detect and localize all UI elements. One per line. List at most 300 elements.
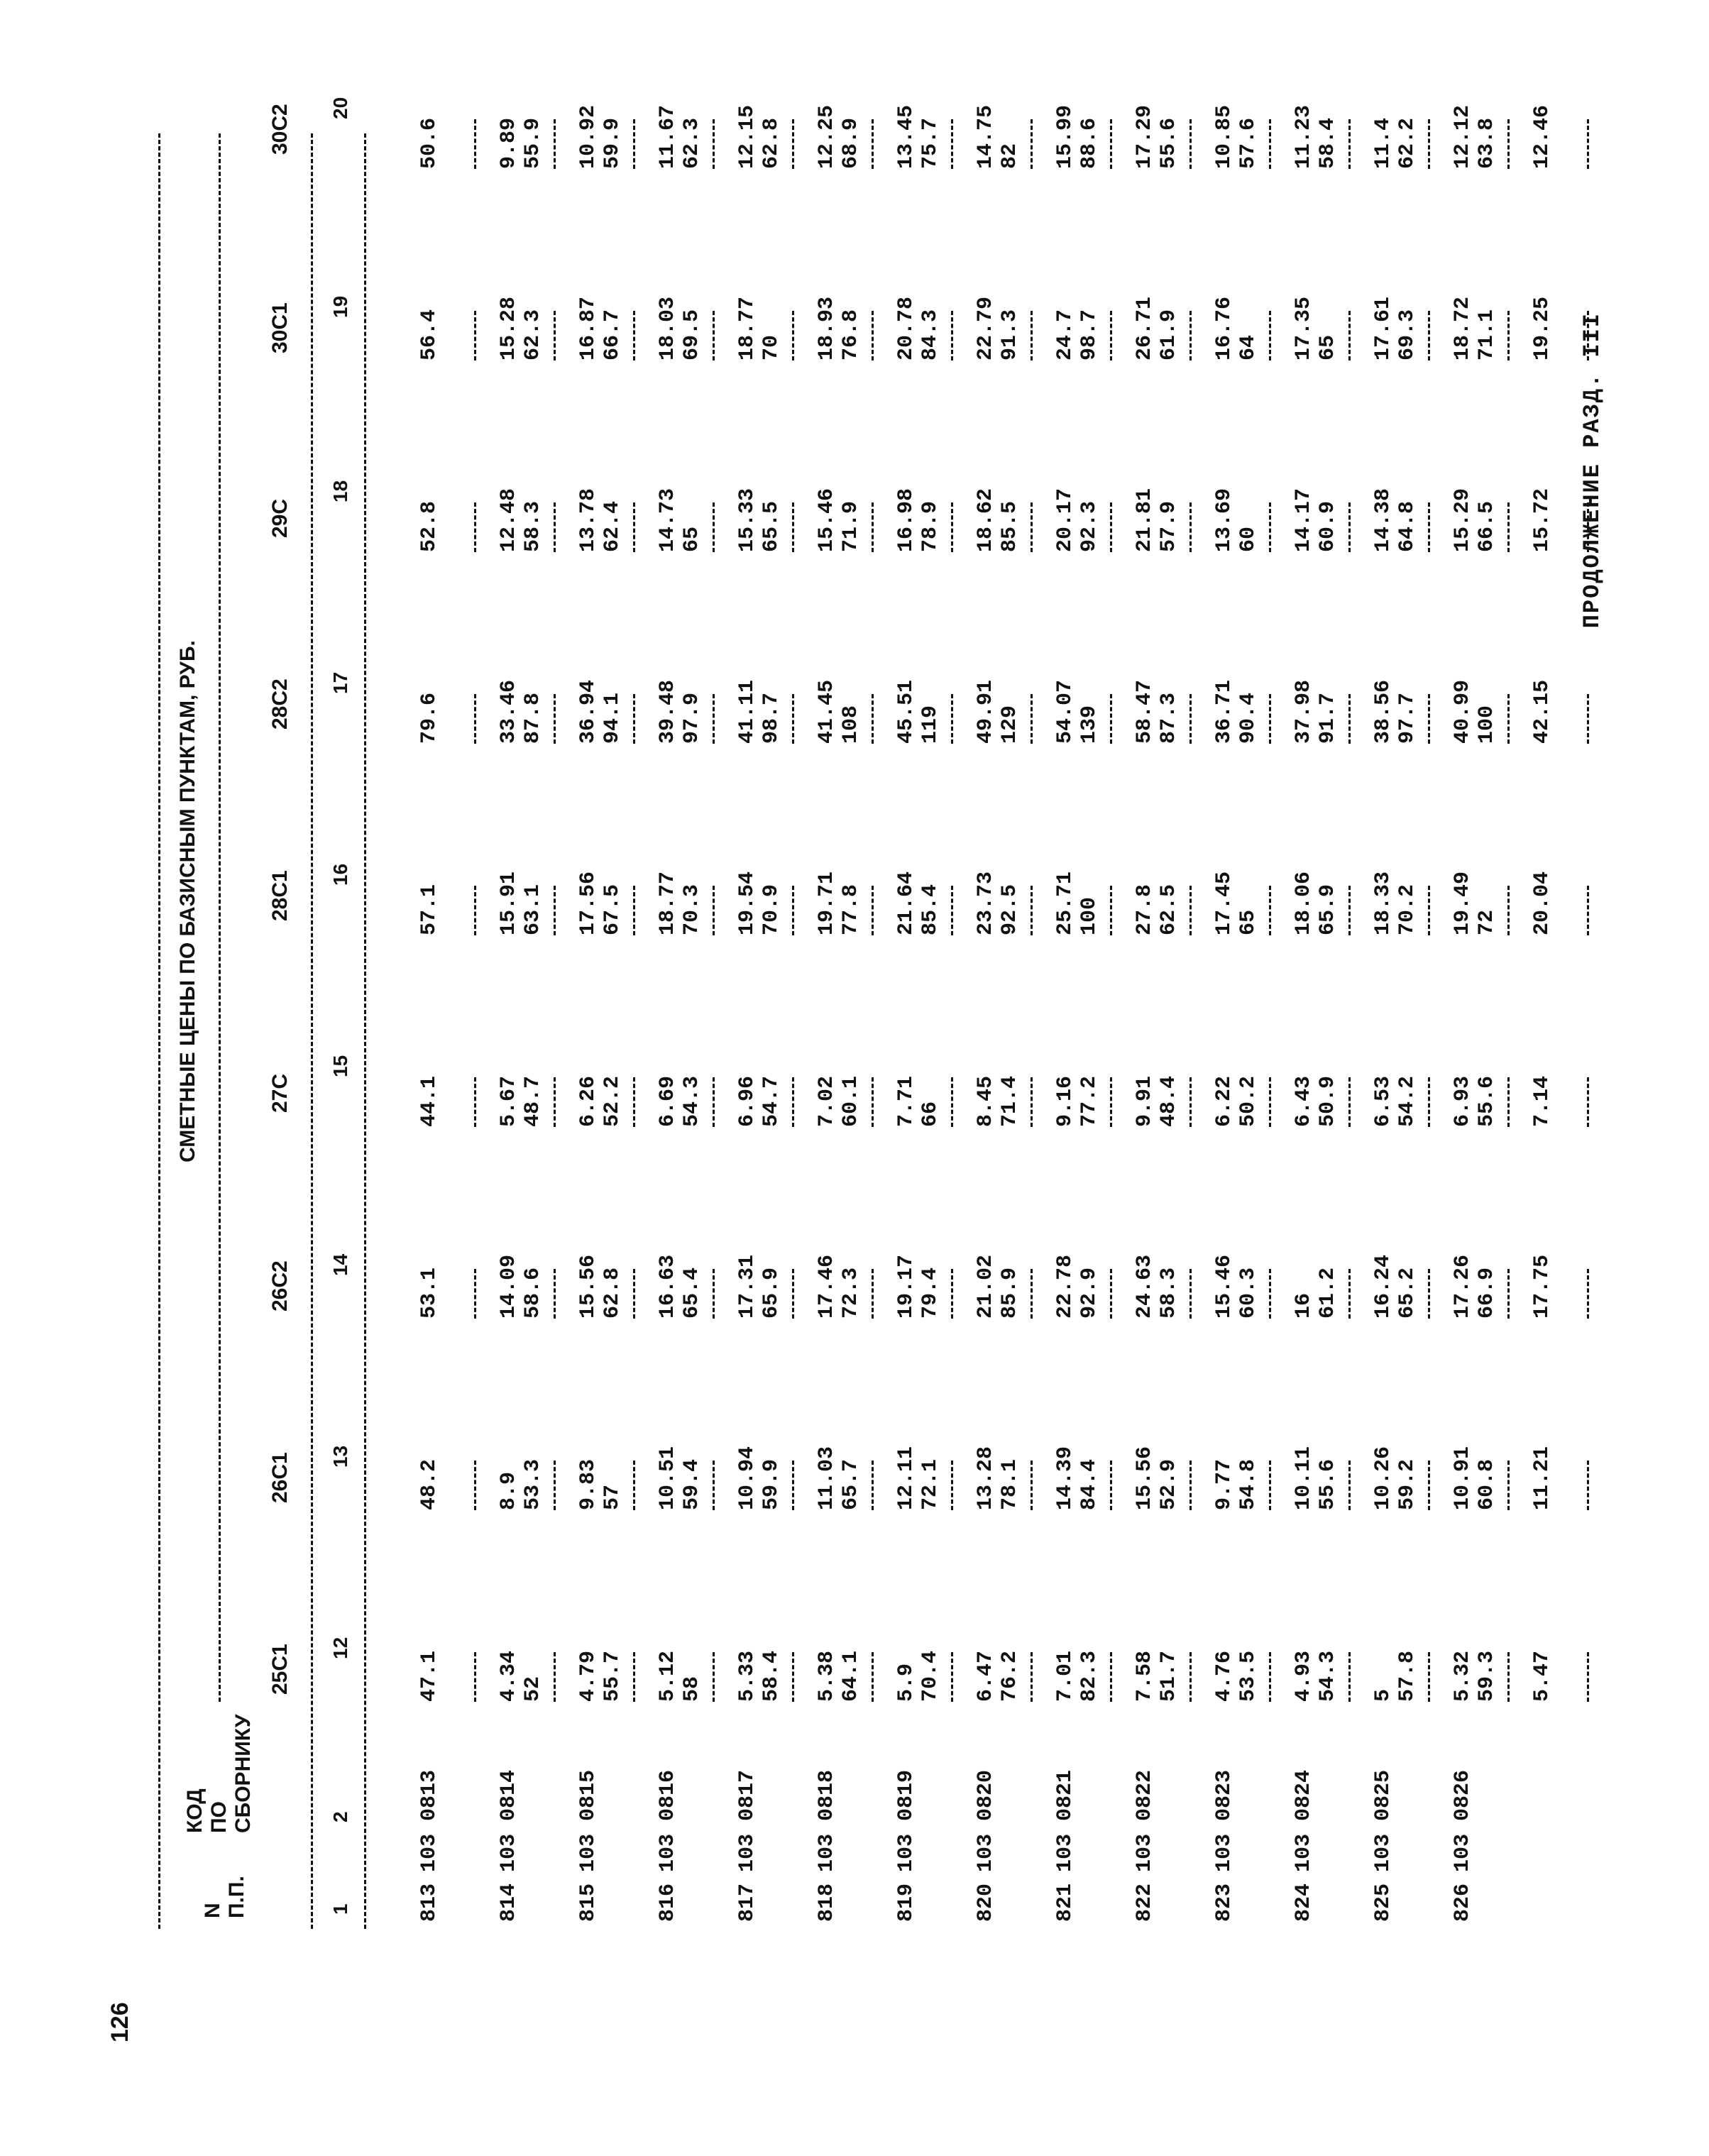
price-value-bottom: 84.4	[1077, 1458, 1101, 1510]
column-number: 2	[329, 1811, 351, 1822]
price-value-bottom: 108	[839, 705, 863, 744]
row-separator-dash	[872, 502, 874, 552]
row-separator-dash	[554, 119, 556, 169]
row-separator-dash	[1428, 502, 1430, 552]
price-value-top: 7.58	[1133, 1650, 1157, 1702]
row-separator-dash	[554, 1461, 556, 1510]
price-value-top: 9.91	[1133, 1075, 1157, 1127]
row-separator-dash	[1428, 1077, 1430, 1127]
row-separator-dash	[1428, 1652, 1430, 1702]
row-separator-dash	[1189, 1077, 1192, 1127]
header-price-column: 26С1	[268, 1452, 292, 1503]
price-value-bottom: 92.3	[1077, 500, 1101, 552]
price-value-top: 9.83	[576, 1458, 600, 1510]
price-value-top: 19.49	[1451, 871, 1475, 935]
header-code: КОД ПО СБОРНИКУ	[183, 1714, 255, 1833]
price-value-bottom: 78.9	[918, 500, 943, 552]
price-value-bottom: 98.7	[759, 692, 784, 744]
price-value-bottom: 62.8	[600, 1267, 625, 1319]
column-number: 18	[329, 480, 351, 502]
row-separator-dash	[1507, 694, 1510, 744]
row-separator-dash	[633, 694, 635, 744]
price-value-bottom: 62.3	[680, 117, 704, 169]
price-value-bottom: 60.9	[1316, 500, 1340, 552]
price-value-bottom: 50.2	[1236, 1075, 1260, 1127]
header-number: N П.П.	[201, 1876, 248, 1918]
row-separator-dash	[951, 694, 953, 744]
column-number: 15	[329, 1055, 351, 1077]
price-value-bottom: 100	[1077, 896, 1101, 935]
row-separator-dash	[1507, 1461, 1510, 1510]
price-value-top: 17.35	[1292, 296, 1316, 361]
price-value-top: 41.11	[735, 679, 759, 744]
price-value-top: 5.9	[894, 1663, 918, 1702]
row-separator-dash	[1507, 886, 1510, 935]
row-separator-dash	[1189, 1652, 1192, 1702]
price-value-top: 17.61	[1371, 296, 1395, 361]
row-number: 818	[815, 1883, 839, 1922]
price-value-bottom: 60.8	[1475, 1458, 1499, 1510]
row-separator-dash	[633, 311, 635, 361]
row-separator-dash	[474, 1652, 476, 1702]
price-value-top: 49.91	[974, 679, 998, 744]
price-value-top: 47.1	[417, 1650, 441, 1702]
row-number: 825	[1371, 1883, 1395, 1922]
row-separator-dash	[872, 694, 874, 744]
row-separator-dash	[713, 886, 715, 935]
row-code: 103 0819	[894, 1769, 918, 1872]
row-code: 103 0823	[1212, 1769, 1236, 1872]
column-number: 12	[329, 1637, 351, 1659]
price-value-top: 22.78	[1053, 1254, 1077, 1319]
row-separator-dash	[474, 1269, 476, 1319]
header-price-column: 27С	[268, 1073, 292, 1113]
price-value-top: 11.23	[1292, 104, 1316, 169]
header-price-column: 26С2	[268, 1260, 292, 1311]
price-value-top: 37.98	[1292, 679, 1316, 744]
price-value-bottom: 58.6	[521, 1267, 545, 1319]
price-value-top: 16.98	[894, 488, 918, 552]
header-price-column: 25С1	[268, 1644, 292, 1695]
price-value-bottom: 60.3	[1236, 1267, 1260, 1319]
row-separator-dash	[1031, 119, 1033, 169]
price-value-bottom: 60	[1236, 526, 1260, 552]
price-value-top: 10.94	[735, 1446, 759, 1510]
price-value-top: 6.47	[974, 1650, 998, 1702]
price-value-bottom: 54.2	[1395, 1075, 1419, 1127]
section-continuation-title: ПРОДОЛЖЕНИЕ РАЗД. III	[1579, 312, 1605, 629]
price-value-top: 12.15	[735, 104, 759, 169]
row-separator-dash	[872, 1269, 874, 1319]
price-value-bottom: 91.7	[1316, 692, 1340, 744]
price-value-bottom: 98.7	[1077, 309, 1101, 361]
row-separator-dash	[1428, 694, 1430, 744]
header-bottom-rule	[311, 133, 313, 1929]
price-value-bottom: 91.3	[998, 309, 1022, 361]
price-value-top: 12.46	[1530, 104, 1554, 169]
price-value-bottom: 54.3	[680, 1075, 704, 1127]
price-value-top: 6.53	[1371, 1075, 1395, 1127]
row-separator-dash	[713, 1077, 715, 1127]
price-value-top: 10.51	[656, 1446, 680, 1510]
price-value-bottom: 59.2	[1395, 1458, 1419, 1510]
row-separator-dash	[1031, 1461, 1033, 1510]
row-separator-dash	[1587, 694, 1589, 744]
price-value-bottom: 51.7	[1157, 1650, 1181, 1702]
price-value-bottom: 65	[1316, 334, 1340, 361]
price-value-bottom: 70	[759, 334, 784, 361]
price-value-top: 12.48	[497, 488, 521, 552]
column-number: 14	[329, 1253, 351, 1276]
row-separator-dash	[1110, 1077, 1112, 1127]
price-value-bottom: 65	[1236, 909, 1260, 935]
price-value-top: 19.71	[815, 871, 839, 935]
price-value-bottom: 72	[1475, 909, 1499, 935]
row-separator-dash	[1031, 1077, 1033, 1127]
price-value-top: 33.46	[497, 679, 521, 744]
row-separator-dash	[872, 119, 874, 169]
row-number: 816	[656, 1883, 680, 1922]
price-value-bottom: 53.3	[521, 1458, 545, 1510]
price-value-top: 6.43	[1292, 1075, 1316, 1127]
row-separator-dash	[1031, 1269, 1033, 1319]
column-number: 1	[329, 1903, 351, 1915]
row-separator-dash	[1348, 886, 1351, 935]
price-group-rule	[219, 133, 221, 1702]
row-separator-dash	[554, 886, 556, 935]
row-separator-dash	[633, 1077, 635, 1127]
price-value-top: 15.28	[497, 296, 521, 361]
price-value-bottom: 97.9	[680, 692, 704, 744]
price-value-top: 14.09	[497, 1254, 521, 1319]
price-value-bottom: 119	[918, 705, 943, 744]
price-value-bottom: 55.6	[1157, 117, 1181, 169]
row-separator-dash	[1428, 119, 1430, 169]
row-separator-dash	[1507, 1652, 1510, 1702]
price-value-bottom: 54.8	[1236, 1458, 1260, 1510]
row-separator-dash	[951, 1461, 953, 1510]
row-separator-dash	[1348, 694, 1351, 744]
price-value-bottom: 70.2	[1395, 884, 1419, 935]
row-separator-dash	[1110, 1652, 1112, 1702]
price-value-bottom: 70.3	[680, 884, 704, 935]
price-value-top: 17.46	[815, 1254, 839, 1319]
row-separator-dash	[633, 119, 635, 169]
row-code: 103 0826	[1451, 1769, 1475, 1872]
header-price-group: СМЕТНЫЕ ЦЕНЫ ПО БАЗИСНЫМ ПУНКТАМ, РУБ.	[176, 640, 199, 1162]
price-value-top: 8.9	[497, 1471, 521, 1510]
price-value-bottom: 59.3	[1475, 1650, 1499, 1702]
row-code: 103 0821	[1053, 1769, 1077, 1872]
row-separator-dash	[1428, 886, 1430, 935]
row-separator-dash	[474, 694, 476, 744]
price-value-top: 5.47	[1530, 1650, 1554, 1702]
price-value-top: 36.71	[1212, 679, 1236, 744]
row-separator-dash	[1189, 502, 1192, 552]
price-value-bottom: 72.3	[839, 1267, 863, 1319]
price-value-bottom: 76.2	[998, 1650, 1022, 1702]
price-value-top: 5.67	[497, 1075, 521, 1127]
row-separator-dash	[633, 886, 635, 935]
price-value-top: 21.81	[1133, 488, 1157, 552]
price-value-top: 15.46	[815, 488, 839, 552]
price-value-bottom: 65.5	[759, 500, 784, 552]
price-value-bottom: 79.4	[918, 1267, 943, 1319]
row-separator-dash	[872, 1461, 874, 1510]
price-value-top: 19.25	[1530, 296, 1554, 361]
row-number: 815	[576, 1883, 600, 1922]
price-value-bottom: 100	[1475, 705, 1499, 744]
price-value-top: 50.6	[417, 117, 441, 169]
price-value-bottom: 59.4	[680, 1458, 704, 1510]
column-number: 16	[329, 863, 351, 886]
row-separator-dash	[1269, 311, 1271, 361]
row-code: 103 0814	[497, 1769, 521, 1872]
row-separator-dash	[1269, 886, 1271, 935]
row-separator-dash	[1507, 311, 1510, 361]
row-separator-dash	[554, 1652, 556, 1702]
price-value-bottom: 52.9	[1157, 1458, 1181, 1510]
price-value-top: 15.46	[1212, 1254, 1236, 1319]
row-separator-dash	[1269, 1269, 1271, 1319]
row-separator-dash	[1269, 694, 1271, 744]
price-value-bottom: 62.4	[600, 500, 625, 552]
price-value-top: 6.93	[1451, 1075, 1475, 1127]
price-value-top: 17.29	[1133, 104, 1157, 169]
row-number: 813	[417, 1883, 441, 1922]
row-separator-dash	[1269, 1077, 1271, 1127]
price-value-top: 56.4	[417, 309, 441, 361]
price-value-bottom: 87.3	[1157, 692, 1181, 744]
row-separator-dash	[554, 1269, 556, 1319]
row-separator-dash	[713, 1461, 715, 1510]
price-value-bottom: 61.9	[1157, 309, 1181, 361]
row-separator-dash	[1348, 1461, 1351, 1510]
price-value-bottom: 87.8	[521, 692, 545, 744]
price-value-top: 10.26	[1371, 1446, 1395, 1510]
price-value-top: 4.76	[1212, 1650, 1236, 1702]
price-value-bottom: 82	[998, 143, 1022, 169]
price-value-top: 16.87	[576, 296, 600, 361]
price-value-bottom: 70.9	[759, 884, 784, 935]
price-value-top: 25.71	[1053, 871, 1077, 935]
header-price-column: 28С2	[268, 678, 292, 730]
header-price-column: 30С1	[268, 302, 292, 353]
price-value-bottom: 55.7	[600, 1650, 625, 1702]
row-number: 826	[1451, 1883, 1475, 1922]
price-value-top: 13.28	[974, 1446, 998, 1510]
price-value-top: 7.71	[894, 1075, 918, 1127]
price-value-bottom: 66.5	[1475, 500, 1499, 552]
row-separator-dash	[951, 886, 953, 935]
price-value-top: 11.67	[656, 104, 680, 169]
row-separator-dash	[1110, 311, 1112, 361]
price-value-bottom: 52.2	[600, 1075, 625, 1127]
row-separator-dash	[474, 119, 476, 169]
price-value-top: 42.15	[1530, 679, 1554, 744]
row-code: 103 0822	[1133, 1769, 1157, 1872]
row-separator-dash	[474, 311, 476, 361]
row-separator-dash	[792, 119, 794, 169]
row-separator-dash	[792, 311, 794, 361]
row-separator-dash	[1587, 1077, 1589, 1127]
price-value-top: 16.24	[1371, 1254, 1395, 1319]
price-value-bottom: 139	[1077, 705, 1101, 744]
row-separator-dash	[872, 1652, 874, 1702]
row-separator-dash	[872, 1077, 874, 1127]
row-separator-dash	[554, 694, 556, 744]
row-separator-dash	[951, 1652, 953, 1702]
price-value-bottom: 66	[918, 1101, 943, 1127]
price-value-top: 4.93	[1292, 1650, 1316, 1702]
price-value-top: 6.96	[735, 1075, 759, 1127]
price-value-top: 41.45	[815, 679, 839, 744]
row-separator-dash	[951, 1269, 953, 1319]
price-value-top: 10.92	[576, 104, 600, 169]
price-value-bottom: 57.8	[1395, 1650, 1419, 1702]
price-value-bottom: 70.4	[918, 1650, 943, 1702]
price-value-bottom: 71.9	[839, 500, 863, 552]
price-value-top: 15.56	[576, 1254, 600, 1319]
price-value-top: 13.78	[576, 488, 600, 552]
row-separator-dash	[951, 502, 953, 552]
row-number: 823	[1212, 1883, 1236, 1922]
price-value-bottom: 52	[521, 1676, 545, 1702]
row-separator-dash	[554, 1077, 556, 1127]
price-value-bottom: 63.1	[521, 884, 545, 935]
price-value-bottom: 71.1	[1475, 309, 1499, 361]
price-value-bottom: 68.9	[839, 117, 863, 169]
price-value-bottom: 54.3	[1316, 1650, 1340, 1702]
price-value-top: 58.47	[1133, 679, 1157, 744]
price-value-top: 22.79	[974, 296, 998, 361]
price-value-bottom: 65.4	[680, 1267, 704, 1319]
row-separator-dash	[1587, 1652, 1589, 1702]
price-value-bottom: 69.5	[680, 309, 704, 361]
price-value-top: 17.75	[1530, 1254, 1554, 1319]
price-value-top: 24.63	[1133, 1254, 1157, 1319]
price-value-bottom: 71.4	[998, 1075, 1022, 1127]
price-value-top: 18.93	[815, 296, 839, 361]
price-value-top: 7.02	[815, 1075, 839, 1127]
header-price-column: 29С	[268, 498, 292, 538]
row-separator-dash	[1428, 311, 1430, 361]
row-code: 103 0816	[656, 1769, 680, 1872]
row-separator-dash	[1507, 502, 1510, 552]
row-number: 814	[497, 1883, 521, 1922]
price-value-bottom: 53.5	[1236, 1650, 1260, 1702]
row-separator-dash	[633, 1461, 635, 1510]
price-value-top: 11.21	[1530, 1446, 1554, 1510]
price-value-bottom: 64.8	[1395, 500, 1419, 552]
price-value-bottom: 90.4	[1236, 692, 1260, 744]
price-value-top: 13.45	[894, 104, 918, 169]
row-separator-dash	[1110, 1269, 1112, 1319]
price-value-bottom: 62.3	[521, 309, 545, 361]
price-value-bottom: 58.4	[1316, 117, 1340, 169]
price-value-top: 17.56	[576, 871, 600, 935]
row-separator-dash	[1269, 119, 1271, 169]
price-value-bottom: 58.3	[521, 500, 545, 552]
row-separator-dash	[474, 1077, 476, 1127]
price-value-top: 17.31	[735, 1254, 759, 1319]
row-separator-dash	[1348, 502, 1351, 552]
row-separator-dash	[1189, 1269, 1192, 1319]
price-value-top: 14.38	[1371, 488, 1395, 552]
row-separator-dash	[474, 886, 476, 935]
price-value-top: 15.29	[1451, 488, 1475, 552]
price-value-top: 10.91	[1451, 1446, 1475, 1510]
price-value-top: 23.73	[974, 871, 998, 935]
price-value-bottom: 48.4	[1157, 1075, 1181, 1127]
price-value-bottom: 62.5	[1157, 884, 1181, 935]
price-value-bottom: 129	[998, 705, 1022, 744]
price-value-top: 12.11	[894, 1446, 918, 1510]
row-separator-dash	[1348, 311, 1351, 361]
price-value-top: 7.14	[1530, 1075, 1554, 1127]
price-value-bottom: 55.6	[1316, 1458, 1340, 1510]
row-separator-dash	[713, 502, 715, 552]
price-value-top: 16.63	[656, 1254, 680, 1319]
row-code: 103 0825	[1371, 1769, 1395, 1872]
column-number: 20	[329, 97, 351, 119]
row-separator-dash	[1110, 886, 1112, 935]
row-separator-dash	[1507, 1077, 1510, 1127]
row-separator-dash	[792, 1652, 794, 1702]
price-value-top: 5.12	[656, 1650, 680, 1702]
price-value-top: 52.8	[417, 500, 441, 552]
row-separator-dash	[1110, 694, 1112, 744]
price-value-top: 38.56	[1371, 679, 1395, 744]
row-separator-dash	[1031, 1652, 1033, 1702]
row-separator-dash	[1507, 119, 1510, 169]
price-value-bottom: 59.9	[600, 117, 625, 169]
row-separator-dash	[951, 311, 953, 361]
price-value-top: 54.07	[1053, 679, 1077, 744]
price-value-bottom: 55.9	[521, 117, 545, 169]
price-value-top: 18.33	[1371, 871, 1395, 935]
price-value-top: 12.12	[1451, 104, 1475, 169]
price-value-top: 8.45	[974, 1075, 998, 1127]
price-value-top: 45.51	[894, 679, 918, 744]
price-value-top: 9.16	[1053, 1075, 1077, 1127]
price-value-top: 10.85	[1212, 104, 1236, 169]
price-value-top: 16	[1292, 1292, 1316, 1319]
row-separator-dash	[1110, 502, 1112, 552]
price-value-bottom: 62.2	[1395, 117, 1419, 169]
price-value-top: 21.02	[974, 1254, 998, 1319]
price-value-bottom: 64.1	[839, 1650, 863, 1702]
row-separator-dash	[1507, 1269, 1510, 1319]
price-value-top: 9.89	[497, 117, 521, 169]
price-value-bottom: 57.9	[1157, 500, 1181, 552]
price-value-bottom: 72.1	[918, 1458, 943, 1510]
row-separator-dash	[633, 502, 635, 552]
price-value-top: 19.17	[894, 1254, 918, 1319]
row-separator-dash	[713, 694, 715, 744]
price-value-bottom: 50.9	[1316, 1075, 1340, 1127]
row-separator-dash	[792, 502, 794, 552]
price-value-top: 19.54	[735, 871, 759, 935]
price-value-top: 79.6	[417, 692, 441, 744]
price-value-bottom: 58	[680, 1676, 704, 1702]
column-number: 19	[329, 295, 351, 318]
row-separator-dash	[713, 1269, 715, 1319]
price-value-top: 14.73	[656, 488, 680, 552]
price-value-bottom: 92.9	[1077, 1267, 1101, 1319]
price-value-bottom: 63.8	[1475, 117, 1499, 169]
row-separator-dash	[1269, 502, 1271, 552]
